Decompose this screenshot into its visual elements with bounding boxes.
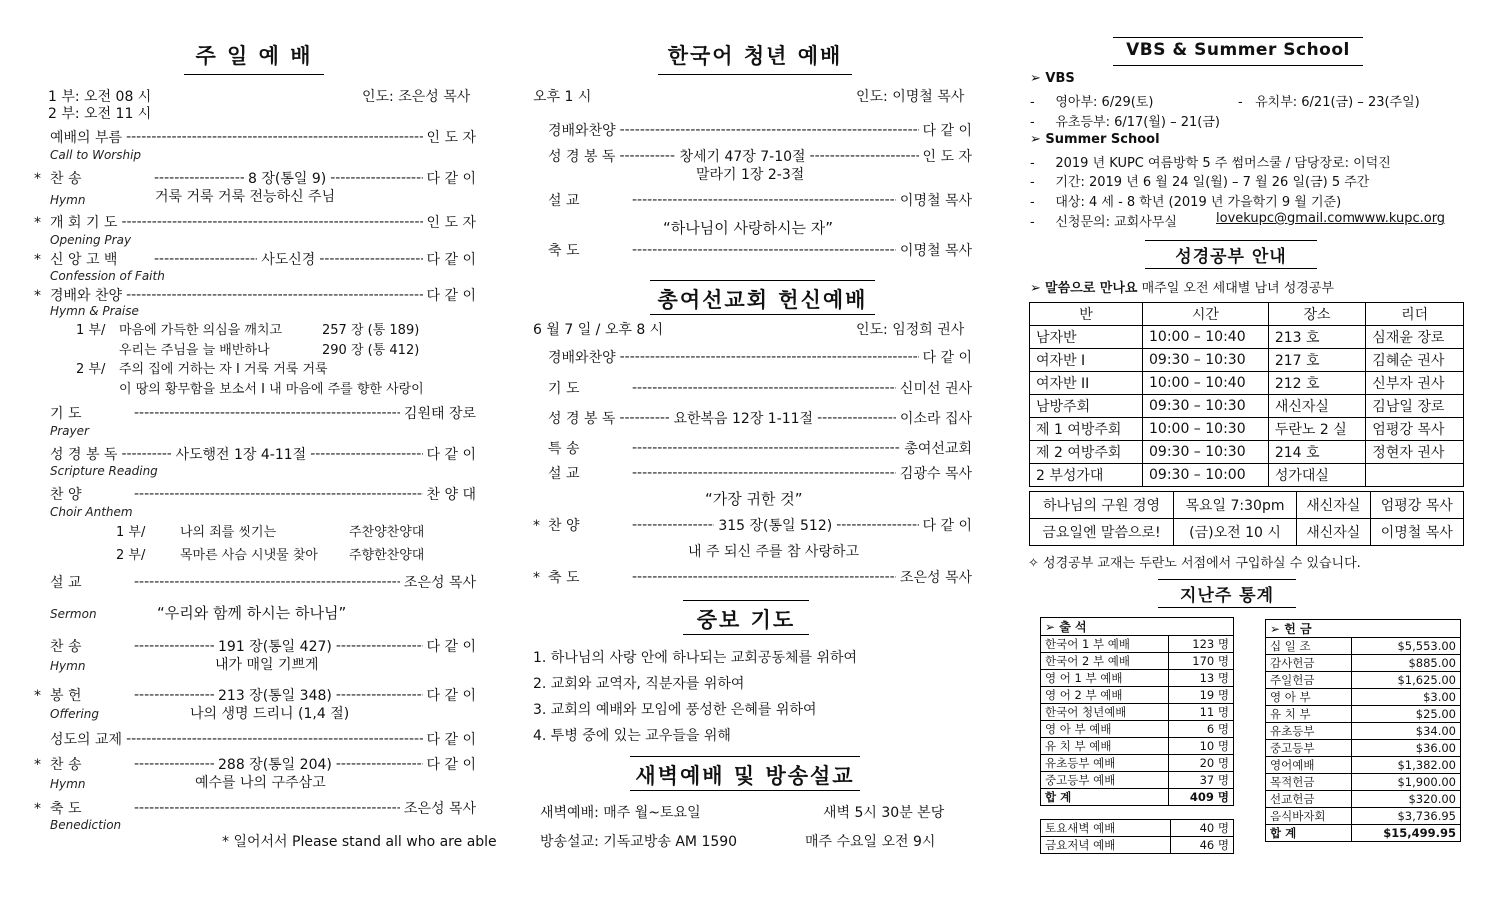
study-cell: 213 호: [1268, 326, 1365, 349]
study-cell: 212 호: [1268, 372, 1365, 395]
table-row: [1266, 723, 1461, 740]
table-row: [1266, 757, 1461, 774]
stand-mark: *: [34, 252, 41, 268]
table-row: [1041, 738, 1234, 755]
stat-label: 영 어 1 부 예배: [1041, 670, 1169, 687]
intercession-item: 4. 투병 중에 있는 교우들을 위해: [533, 728, 731, 744]
youth-praise: 경배와찬양 ----- 다 같 이: [548, 120, 972, 140]
vbs-title: VBS & Summer School: [1113, 40, 1363, 60]
study-note: ✧ 성경공부 교재는 두란노 서점에서 구입하실 수 있습니다.: [1028, 556, 1361, 571]
study-cell: [1366, 464, 1464, 487]
study-cell: 여자반 I: [1030, 349, 1143, 372]
broadcast-time: 매주 수요일 오전 9시: [805, 834, 936, 850]
stat-value: $3,736.95: [1352, 808, 1461, 825]
service-2-time: 2 부: 오전 11 시: [48, 106, 152, 122]
study-extra-table: [1029, 491, 1464, 546]
study-cell: 목요일 7:30pm: [1174, 492, 1297, 519]
stat-value: $5,553.00: [1352, 638, 1461, 655]
study-cell: 엄평강 목사: [1366, 418, 1464, 441]
order-en: Benediction: [50, 818, 122, 832]
broadcast-station: 방송설교: 기독교방송 AM 1590: [540, 834, 738, 850]
stat-value: $1,382.00: [1352, 757, 1461, 774]
worship-title: 주 일 예 배: [184, 40, 324, 70]
mission-sermon-title: “가장 귀한 것”: [705, 490, 803, 508]
stat-value: 123 명: [1168, 636, 1233, 653]
intercession-title: 중보 기도: [683, 604, 809, 634]
table-row: [1030, 492, 1464, 519]
study-cell: 김혜순 권사: [1366, 349, 1464, 372]
stat-value: $36.00: [1352, 740, 1461, 757]
study-intro: ➢ 말씀으로 만나요 매주일 오전 세대별 남녀 성경공부: [1030, 281, 1334, 296]
order-hymn-1: 찬 송 ----- 8 장(통일 9) ----- 다 같 이: [50, 168, 476, 188]
stat-label: 영 아 부 예배: [1041, 721, 1169, 738]
table-row: [1041, 687, 1234, 704]
order-en: Offering: [50, 707, 99, 721]
youth-scripture-2: 말라기 1장 2-3절: [696, 167, 805, 183]
sermon-title: “우리와 함께 하시는 하나님”: [157, 604, 347, 622]
offering-header: ➢ 헌 금: [1266, 620, 1461, 638]
stat-label: 유 치 부: [1266, 706, 1352, 723]
stat-value: 6 명: [1168, 721, 1233, 738]
stand-mark: *: [34, 215, 41, 231]
order-en: Hymn: [50, 193, 86, 207]
stat-label: 십 일 조: [1266, 638, 1352, 655]
table-row: [1041, 820, 1234, 837]
study-col-header: 리더: [1366, 303, 1464, 326]
order-en: Opening Pray: [50, 233, 132, 247]
stand-mark: *: [34, 171, 41, 187]
table-row: [1030, 418, 1464, 441]
table-row: [1266, 638, 1461, 655]
study-cell: 새신자실: [1268, 395, 1365, 418]
table-row: [1041, 789, 1234, 806]
table-row: [1041, 636, 1234, 653]
table-row: [1041, 653, 1234, 670]
study-cell: 새신자실: [1296, 492, 1370, 519]
study-cell: 여자반 II: [1030, 372, 1143, 395]
stat-label: 주일헌금: [1266, 672, 1352, 689]
order-confession: 신 앙 고 백 ----- 사도신경 ----- 다 같 이: [50, 249, 476, 269]
stat-value: 10 명: [1168, 738, 1233, 755]
offering-hymn-title: 나의 생명 드리니 (1,4 절): [190, 706, 350, 722]
order-hymn-praise: 경배와 찬양 ----- 다 같 이: [50, 285, 476, 305]
email-link[interactable]: lovekupc@gmail.com: [1216, 211, 1356, 226]
order-en: Hymn: [50, 659, 86, 673]
offering-table: [1265, 619, 1461, 842]
stat-value: $320.00: [1352, 791, 1461, 808]
study-cell: 남자반: [1030, 326, 1143, 349]
stat-value: 170 명: [1168, 653, 1233, 670]
vbs-heading: ➢ VBS: [1030, 71, 1075, 86]
table-row: [1041, 755, 1234, 772]
mission-sermon: 설 교 ----- 김광수 목사: [548, 463, 972, 483]
stat-value: 11 명: [1168, 704, 1233, 721]
table-row: [1030, 395, 1464, 418]
study-cell: 09:30 – 10:30: [1143, 395, 1269, 418]
study-cell: 김남일 장로: [1366, 395, 1464, 418]
stat-value: 19 명: [1168, 687, 1233, 704]
table-row: [1041, 670, 1234, 687]
mission-title: 총여선교회 헌신예배: [650, 284, 875, 314]
study-cell: 엄평강 목사: [1370, 492, 1463, 519]
stand-mark: *: [533, 518, 540, 534]
table-row: [1030, 519, 1464, 546]
table-row: [1041, 704, 1234, 721]
study-cell: 성가대실: [1268, 464, 1365, 487]
stat-label: 한국어 1 부 예배: [1041, 636, 1169, 653]
stand-mark: *: [34, 288, 41, 304]
study-cell: 09:30 – 10:30: [1143, 349, 1269, 372]
table-row: [1030, 326, 1464, 349]
mission-leader: 인도: 임정희 권사: [856, 322, 965, 338]
study-cell: 이명철 목사: [1370, 519, 1463, 546]
praise-num: 257 장 (통 189): [322, 323, 420, 338]
study-cell: 09:30 – 10:30: [1143, 441, 1269, 464]
mission-prayer: 기 도 ----- 신미선 권사: [548, 378, 972, 398]
study-cell: 09:30 – 10:00: [1143, 464, 1269, 487]
order-fellowship: 성도의 교제 ----- 다 같 이: [50, 729, 476, 749]
stat-label: 토요새벽 예배: [1041, 820, 1171, 837]
hymn-title: 내가 매일 기쁘게: [215, 657, 319, 673]
study-col-header: 장소: [1268, 303, 1365, 326]
stat-label: 선교헌금: [1266, 791, 1352, 808]
worship-leader: 인도: 조은성 목사: [362, 89, 471, 105]
study-cell: 남방주회: [1030, 395, 1143, 418]
order-hymn-3: 찬 송 ----- 288 장(통일 204) ----- 다 같 이: [50, 754, 476, 774]
praise-song: 마음에 가득한 의심을 깨치고: [119, 323, 283, 338]
anthem-choir: 주찬양찬양대: [349, 525, 425, 540]
order-sermon: 설 교 ----- 조은성 목사: [50, 572, 476, 592]
stat-label: 유초등부: [1266, 723, 1352, 740]
order-hymn-2: 찬 송 ----- 191 장(통일 427) ----- 다 같 이: [50, 636, 476, 656]
intercession-item: 1. 하나님의 사랑 안에 하나되는 교회공동체를 위하여: [533, 650, 858, 666]
mission-benediction: 축 도 ----- 조은성 목사: [548, 567, 972, 587]
stats-title: 지난주 통계: [1158, 581, 1296, 606]
stat-value: $885.00: [1352, 655, 1461, 672]
study-cell: 214 호: [1268, 441, 1365, 464]
praise-part: 1 부/: [76, 323, 106, 338]
table-row: [1266, 774, 1461, 791]
table-row: [1041, 772, 1234, 789]
order-en: Scripture Reading: [50, 464, 158, 478]
youth-scripture: 성 경 봉 독 ----- 창세기 47장 7-10절 ----- 인 도 자: [548, 146, 972, 166]
stat-value: 40 명: [1171, 820, 1234, 837]
stat-label: 음식바자회: [1266, 808, 1352, 825]
dawn-place: 새벽 5시 30분 본당: [823, 805, 945, 821]
order-prayer: 기 도 ----- 김원태 장로: [50, 403, 476, 423]
study-title: 성경공부 안내: [1145, 242, 1317, 267]
vbs-elem: - 유초등부: 6/17(월) – 21(금): [1030, 115, 1221, 130]
stat-total-label: 합 계: [1041, 789, 1169, 806]
study-cell: (금)오전 10 시: [1174, 519, 1297, 546]
anthem-song: 나의 죄를 씻기는: [180, 525, 277, 540]
order-en: Hymn: [50, 777, 86, 791]
study-cell: 새신자실: [1296, 519, 1370, 546]
website-link[interactable]: www.kupc.org: [1354, 211, 1446, 226]
youth-time: 오후 1 시: [533, 89, 592, 105]
study-cell: 심재윤 장로: [1366, 326, 1464, 349]
service-1-time: 1 부: 오전 08 시: [48, 89, 152, 105]
table-row: [1041, 837, 1234, 854]
order-call-to-worship: 예배의 부름 ----- 인 도 자: [50, 127, 476, 147]
summer-line: - 대상: 4 세 - 8 학년 (2019 년 가을학기 9 월 기준): [1030, 195, 1342, 210]
table-row: [1030, 441, 1464, 464]
stand-note: * 일어서서 Please stand all who are able: [222, 834, 497, 850]
table-row: [1030, 349, 1464, 372]
order-en: Confession of Faith: [50, 269, 165, 283]
vbs-infant: - 영아부: 6/29(토): [1030, 95, 1154, 110]
stat-value: 46 명: [1171, 837, 1234, 854]
stat-value: $34.00: [1352, 723, 1461, 740]
study-cell: 신부자 권사: [1366, 372, 1464, 395]
stand-mark: *: [34, 757, 41, 773]
order-opening-prayer: 개 회 기 도 ----- 인 도 자: [50, 212, 476, 232]
mission-time: 6 월 7 일 / 오후 8 시: [533, 322, 664, 338]
stat-label: 영 아 부: [1266, 689, 1352, 706]
stat-value: $3.00: [1352, 689, 1461, 706]
order-scripture: 성 경 봉 독 ----- 사도행전 1장 4-11절 ----- 다 같 이: [50, 444, 476, 464]
table-row: [1266, 706, 1461, 723]
order-en: Call to Worship: [50, 148, 142, 162]
table-row: [1266, 791, 1461, 808]
stat-value: $25.00: [1352, 706, 1461, 723]
study-cell: 2 부성가대: [1030, 464, 1143, 487]
study-cell: 정현자 권사: [1366, 441, 1464, 464]
study-cell: 금요일엔 말씀으로!: [1030, 519, 1174, 546]
stat-value: $1,900.00: [1352, 774, 1461, 791]
praise-part: 2 부/: [76, 362, 106, 377]
intercession-item: 3. 교회의 예배와 모임에 풍성한 은혜를 위하여: [533, 702, 817, 718]
order-en: Prayer: [50, 424, 89, 438]
table-row: [1266, 672, 1461, 689]
stat-label: 한국어 청년예배: [1041, 704, 1169, 721]
stand-mark: *: [533, 570, 540, 586]
study-cell: 두란노 2 실: [1268, 418, 1365, 441]
praise-num: 290 장 (통 412): [322, 343, 420, 358]
anthem-song: 목마른 사슴 시냇물 찾아: [180, 548, 318, 563]
mission-praise-2: 찬 양 ----- 315 장(통일 512) ----- 다 같 이: [548, 515, 972, 535]
summer-contact: - 신청문의: 교회사무실: [1030, 215, 1177, 230]
table-row: [1266, 825, 1461, 842]
stat-value: 13 명: [1168, 670, 1233, 687]
stat-label: 중고등부 예배: [1041, 772, 1169, 789]
stat-label: 영어예배: [1266, 757, 1352, 774]
table-row: [1030, 464, 1464, 487]
hymn-title: 거룩 거룩 거룩 전능하신 주님: [155, 189, 336, 205]
dawn-schedule: 새벽예배: 매주 월~토요일: [540, 805, 701, 821]
youth-sermon-title: “하나님이 사랑하시는 자”: [663, 219, 833, 237]
summer-heading: ➢ Summer School: [1030, 132, 1160, 147]
youth-leader: 인도: 이명철 목사: [856, 89, 965, 105]
stat-label: 한국어 2 부 예배: [1041, 653, 1169, 670]
study-col-header: 반: [1030, 303, 1143, 326]
stat-value: $1,625.00: [1352, 672, 1461, 689]
order-benediction: 축 도 ----- 조은성 목사: [50, 798, 476, 818]
order-offering: 봉 헌 ----- 213 장(통일 348) ----- 다 같 이: [50, 685, 476, 705]
stand-mark: *: [34, 801, 41, 817]
stat-value: 37 명: [1168, 772, 1233, 789]
praise-song: 이 땅의 황무함을 보소서 I 내 마음에 주를 향한 사랑이: [119, 382, 424, 397]
stat-total-value: $15,499.95: [1352, 825, 1461, 842]
summer-line: - 2019 년 KUPC 여름방학 5 주 썸머스쿨 / 담당장로: 이덕진: [1030, 156, 1391, 171]
table-row: [1266, 740, 1461, 757]
anthem-choir: 주향한찬양대: [349, 548, 425, 563]
stat-label: 감사헌금: [1266, 655, 1352, 672]
study-cell: 10:00 – 10:40: [1143, 326, 1269, 349]
anthem-part: 1 부/: [116, 525, 146, 540]
attendance-header: ➢ 출 석: [1041, 618, 1234, 636]
table-row: [1041, 721, 1234, 738]
stat-label: 중고등부: [1266, 740, 1352, 757]
youth-sermon: 설 교 ----- 이명철 목사: [548, 190, 972, 210]
table-row: [1266, 808, 1461, 825]
stat-label: 영 어 2 부 예배: [1041, 687, 1169, 704]
order-en: Hymn & Praise: [50, 304, 139, 318]
stat-label: 유초등부 예배: [1041, 755, 1169, 772]
dawn-title: 새벽예배 및 방송설교: [630, 760, 860, 790]
intercession-item: 2. 교회와 교역자, 직분자를 위하여: [533, 676, 745, 692]
stat-label: 금요저녁 예배: [1041, 837, 1171, 854]
anthem-part: 2 부/: [116, 548, 146, 563]
study-table: [1029, 302, 1464, 487]
stat-total-value: 409 명: [1168, 789, 1233, 806]
praise-song: 우리는 주님을 늘 배반하나: [119, 343, 270, 358]
order-anthem: 찬 양 ----- 찬 양 대: [50, 484, 476, 504]
table-row: [1030, 372, 1464, 395]
table-row: [1266, 689, 1461, 706]
study-col-header: 시간: [1143, 303, 1269, 326]
vbs-kinder: - 유치부: 6/21(금) – 23(주일): [1238, 95, 1420, 110]
mission-praise: 경배와찬양 ----- 다 같 이: [548, 347, 972, 367]
summer-line: - 기간: 2019 년 6 월 24 일(월) – 7 월 26 일(금) 5 주간: [1030, 175, 1370, 190]
study-cell: 10:00 – 10:30: [1143, 418, 1269, 441]
stat-label: 유 치 부 예배: [1041, 738, 1169, 755]
study-cell: 제 2 여방주회: [1030, 441, 1143, 464]
dawn-attendance-table: [1040, 819, 1234, 854]
study-cell: 217 호: [1268, 349, 1365, 372]
order-en: Choir Anthem: [50, 505, 133, 519]
attendance-table: [1040, 617, 1234, 806]
stat-label: 목적헌금: [1266, 774, 1352, 791]
study-cell: 하나님의 구원 경영: [1030, 492, 1174, 519]
mission-hymn-title: 내 주 되신 주를 참 사랑하고: [688, 544, 860, 560]
table-row: [1266, 655, 1461, 672]
hymn-title: 예수를 나의 구주삼고: [195, 775, 326, 791]
praise-song: 주의 집에 거하는 자 I 거룩 거룩 거룩: [119, 362, 328, 377]
study-cell: 10:00 – 10:40: [1143, 372, 1269, 395]
youth-title: 한국어 청년 예배: [658, 40, 852, 70]
order-en: Sermon: [50, 607, 97, 621]
study-cell: 제 1 여방주회: [1030, 418, 1143, 441]
stand-mark: *: [34, 688, 41, 704]
mission-scripture: 성 경 봉 독 ----- 요한복음 12장 1-11절 ----- 이소라 집사: [548, 408, 972, 428]
mission-special: 특 송 ----- 총여선교회: [548, 438, 972, 458]
stat-value: 20 명: [1168, 755, 1233, 772]
stat-total-label: 합 계: [1266, 825, 1352, 842]
youth-benediction: 축 도 ----- 이명철 목사: [548, 240, 972, 260]
